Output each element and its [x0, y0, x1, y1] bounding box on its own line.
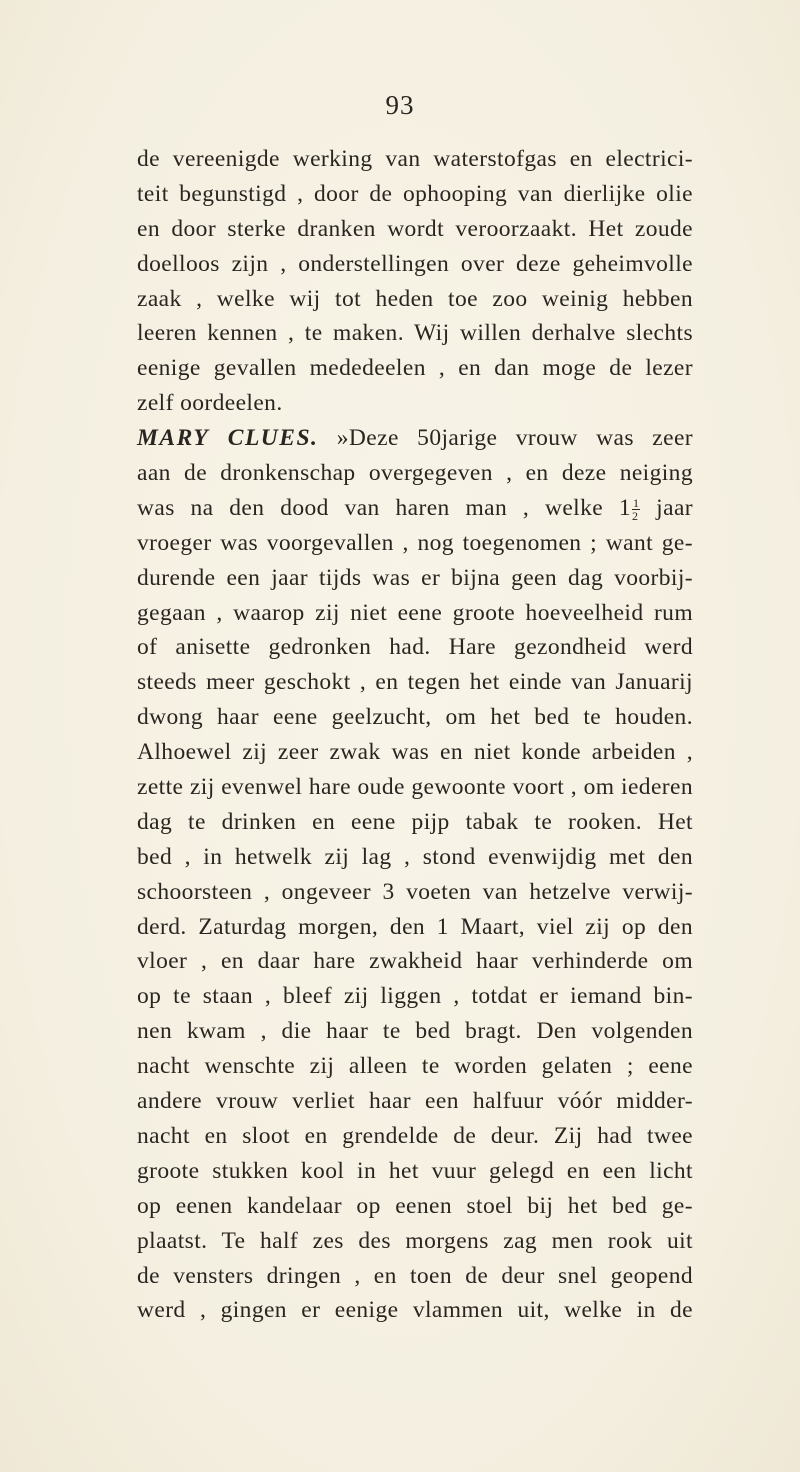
text-line-case-heading — [137, 421, 693, 456]
text-line: en door sterke dranken wordt veroorzaakt. Het zoude — [137, 215, 693, 242]
text-line: de vereenigde werking van waterstofgas en electrici- — [137, 146, 693, 172]
text-line: durende een jaar tijds was er bijna geen dag voorbij- — [137, 564, 693, 591]
fraction-line-after: jaar — [640, 494, 694, 521]
text-line: zelf oordeelen. — [137, 390, 283, 417]
text-line: gegaan , waarop zij niet eene groote hoeveelheid rum — [137, 599, 693, 626]
case-intro-text: »Deze 50jarige vrouw was zeer — [318, 425, 694, 452]
text-line: doelloos zijn , onderstellingen over deze geheimvolle — [137, 250, 693, 277]
text-line: dwong haar eene geelzucht, om het bed te houden. — [137, 704, 693, 731]
fraction-line-before: was na den dood van haren man , welke 1 — [137, 494, 631, 521]
text-line: werd , gingen er eenige vlammen uit, welke in de — [137, 1297, 693, 1324]
text-line: leeren kennen , te maken. Wij willen derhalve slechts — [137, 320, 693, 347]
case-name: MARY CLUES. — [137, 425, 319, 452]
fraction-denominator: 2 — [632, 509, 639, 524]
text-line: vroeger was voorgevallen , nog toegenomen ; want ge- — [137, 529, 693, 556]
text-line: zaak , welke wij tot heden toe zoo weinig hebben — [137, 285, 693, 312]
text-line: op te staan , bleef zij liggen , totdat er iemand bin- — [137, 983, 693, 1010]
text-line: op eenen kandelaar op eenen stoel bij het bed ge- — [137, 1192, 693, 1219]
text-line: aan de dronkenschap overgegeven , en deze neiging — [137, 460, 693, 487]
text-line: derd. Zaturdag morgen, den 1 Maart, viel zij op den — [137, 913, 693, 940]
text-line: steeds meer geschokt , en tegen het einde van Januarij — [137, 669, 693, 696]
text-line: de vensters dringen , en toen de deur snel geopend — [137, 1262, 693, 1289]
text-line: nacht wenschte zij alleen te worden gelaten ; eene — [137, 1053, 693, 1080]
text-line: bed , in hetwelk zij lag , stond evenwijdig met den — [137, 843, 693, 870]
fraction-numerator: 1 — [633, 496, 640, 511]
text-line: Alhoewel zij zeer zwak was en niet konde arbeiden , — [137, 739, 693, 766]
text-line: plaatst. Te half zes des morgens zag men rook uit — [137, 1227, 693, 1254]
text-line: dag te drinken en eene pijp tabak te rooken. Het — [137, 808, 693, 835]
text-line: vloer , en daar hare zwakheid haar verhinderde om — [137, 948, 693, 975]
text-line: schoorsteen , ongeveer 3 voeten van hetzelve verwij- — [137, 878, 693, 905]
text-line: groote stukken kool in het vuur gelegd en een licht — [137, 1157, 693, 1184]
text-line: teit begunstigd , door de ophooping van dierlijke olie — [137, 180, 693, 207]
text-line: eenige gevallen mededeelen , en dan moge de lezer — [137, 355, 693, 382]
text-line: andere vrouw verliet haar een halfuur vóór midder- — [137, 1088, 693, 1115]
page-number: 93 — [385, 90, 415, 120]
text-line: of anisette gedronken had. Hare gezondheid werd — [137, 634, 693, 661]
text-line: nen kwam , die haar te bed bragt. Den volgenden — [137, 1018, 693, 1045]
text-line: zette zij evenwel hare oude gewoonte voort , om iederen — [137, 774, 693, 801]
text-line: nacht en sloot en grendelde de deur. Zij had twee — [137, 1122, 693, 1149]
body-text — [137, 142, 693, 1328]
text-line-with-fraction — [137, 491, 693, 526]
